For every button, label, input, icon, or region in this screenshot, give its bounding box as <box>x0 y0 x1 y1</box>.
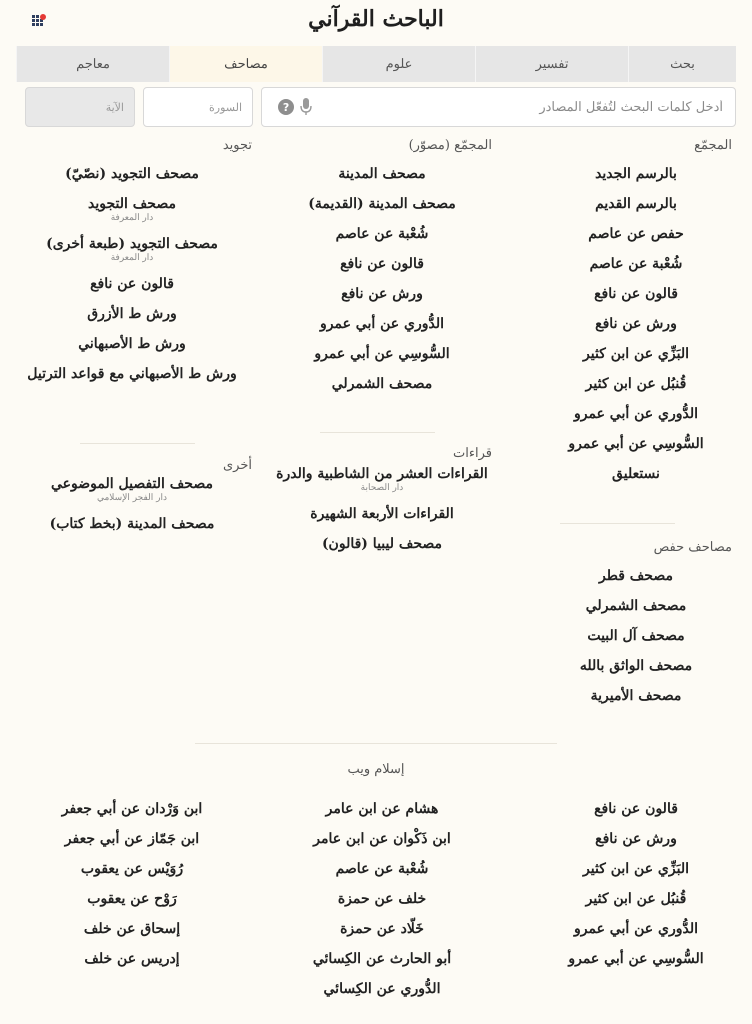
list-item[interactable]: شُعْبة عن عاصم <box>589 256 683 272</box>
list-item[interactable]: مصحف المدينة (بخط كتاب) <box>49 516 215 532</box>
divider <box>320 432 435 433</box>
list-item[interactable]: أبو الحارث عن الكِسائي <box>312 951 452 967</box>
list-item[interactable]: القراءات العشر من الشاطبية والدرة <box>276 466 488 482</box>
list-item[interactable]: مصحف الشمرلي <box>331 376 433 392</box>
list-item[interactable]: ورش ط الأزرق <box>87 306 177 322</box>
section-title: أخرى <box>223 458 252 473</box>
section-masahif-hafs <box>500 540 732 711</box>
divider <box>195 743 557 744</box>
list-item[interactable]: البَزِّي عن ابن كثير <box>583 861 689 877</box>
item-list <box>252 794 492 1004</box>
list-item[interactable]: رَوْح عن يعقوب <box>87 891 177 907</box>
tab-tafsir[interactable]: تفسير <box>475 46 628 82</box>
section-title: تجويد <box>222 138 252 153</box>
help-icon[interactable]: ? <box>278 99 294 115</box>
tab-uloom[interactable]: علوم <box>322 46 475 82</box>
app-title: الباحث القرآني <box>308 6 444 32</box>
list-item[interactable]: ورش ط الأصبهاني <box>78 336 186 352</box>
item-list <box>252 459 492 559</box>
list-item[interactable]: السُّوسِي عن أبي عمرو <box>568 951 704 967</box>
tab-masahif[interactable]: مصاحف <box>169 46 322 82</box>
islamweb-column-1 <box>500 794 732 974</box>
publisher-label: دار المعرفة <box>110 253 154 263</box>
section-title: مصاحف حفص <box>653 540 732 555</box>
list-item[interactable]: قُنبُل عن ابن كثير <box>585 891 687 907</box>
list-item[interactable]: قالون عن نافع <box>594 801 678 817</box>
list-item[interactable]: مصحف المدينة <box>338 166 426 182</box>
list-item[interactable]: الدُّوري عن أبي عمرو <box>573 921 698 937</box>
list-item[interactable]: قالون عن نافع <box>340 256 424 272</box>
list-item[interactable]: ورش عن نافع <box>341 286 423 302</box>
list-item[interactable]: بالرسم القديم <box>595 196 677 212</box>
list-item[interactable]: الدُّوري عن أبي عمرو <box>573 406 698 422</box>
microphone-icon[interactable] <box>300 98 312 116</box>
section-mujamma-musawwar <box>252 138 492 399</box>
list-item[interactable]: مصحف التجويد (طبعة أخرى) <box>46 236 218 252</box>
list-item[interactable]: مصحف آل البيت <box>587 628 685 644</box>
item-list <box>2 469 252 539</box>
list-item[interactable]: شُعْبة عن عاصم <box>335 226 429 242</box>
islamweb-column-3 <box>2 794 252 974</box>
tab-search[interactable]: بحث <box>628 46 736 82</box>
publisher-label: دار الفجر الإسلامي <box>96 493 167 503</box>
publisher-label: دار المعرفة <box>110 213 154 223</box>
item-list <box>252 159 492 399</box>
tab-maajim[interactable]: معاجم <box>16 46 169 82</box>
list-item[interactable]: قالون عن نافع <box>594 286 678 302</box>
search-row <box>25 87 736 127</box>
list-item[interactable]: ورش عن نافع <box>595 831 677 847</box>
main-tabs <box>16 46 736 82</box>
list-item[interactable]: ابن ذَكْوان عن ابن عامر <box>313 831 451 847</box>
list-item[interactable]: شُعْبة عن عاصم <box>335 861 429 877</box>
list-item[interactable]: السُّوسِي عن أبي عمرو <box>314 346 450 362</box>
divider <box>80 443 195 444</box>
publisher-label: دار الصحابة <box>360 483 404 493</box>
item-list <box>2 794 252 974</box>
surah-input[interactable] <box>154 101 242 114</box>
list-item[interactable]: ورش ط الأصبهاني مع قواعد الترتيل <box>27 366 237 382</box>
list-item[interactable]: خلف عن حمزة <box>337 891 427 907</box>
search-box <box>261 87 736 127</box>
header <box>0 0 752 44</box>
search-input[interactable] <box>312 100 723 115</box>
list-item[interactable]: خَلّاد عن حمزة <box>340 921 424 937</box>
divider <box>560 523 675 524</box>
section-ukhra <box>2 458 252 539</box>
section-title: المجمّع <box>694 138 732 153</box>
section-qiraat <box>252 446 492 559</box>
list-item[interactable]: البَزِّي عن ابن كثير <box>583 346 689 362</box>
item-list <box>2 159 252 389</box>
list-item[interactable]: ابن وَرْدان عن أبي جعفر <box>61 801 203 817</box>
list-item[interactable]: هشام عن ابن عامر <box>325 801 439 817</box>
list-item[interactable]: السُّوسِي عن أبي عمرو <box>568 436 704 452</box>
section-title-islamweb: إسلام ويب <box>347 762 405 777</box>
notification-dot <box>40 14 46 20</box>
item-list <box>500 159 732 489</box>
list-item[interactable]: إدريس عن خلف <box>84 951 180 967</box>
apps-grid-icon[interactable] <box>32 14 48 26</box>
ayah-input[interactable] <box>36 101 124 114</box>
islamweb-column-2 <box>252 794 492 1004</box>
section-mujamma <box>500 138 732 489</box>
ayah-field-box <box>25 87 135 127</box>
list-item[interactable]: مصحف الواثق بالله <box>579 658 693 674</box>
section-title: المجمّع (مصوّر) <box>408 138 492 153</box>
list-item[interactable]: بالرسم الجديد <box>595 166 677 182</box>
list-item[interactable]: مصحف الأميرية <box>590 688 682 704</box>
list-item[interactable]: نستعليق <box>612 466 660 482</box>
section-title: قراءات <box>453 446 492 461</box>
section-tajweed <box>2 138 252 389</box>
list-item[interactable]: مصحف المدينة (القديمة) <box>308 196 456 212</box>
list-item[interactable]: مصحف التجويد (نصّيّ) <box>65 166 199 182</box>
list-item[interactable]: الدُّوري عن أبي عمرو <box>319 316 444 332</box>
list-item[interactable]: إسحاق عن خلف <box>83 921 181 937</box>
item-list <box>500 561 732 711</box>
surah-field-box <box>143 87 253 127</box>
list-item[interactable]: مصحف التفصيل الموضوعي <box>51 476 213 492</box>
list-item[interactable]: حفص عن عاصم <box>588 226 684 242</box>
list-item[interactable]: ورش عن نافع <box>595 316 677 332</box>
list-item[interactable]: مصحف ليبيا (قالون) <box>321 536 443 552</box>
list-item[interactable]: ابن جَمّاز عن أبي جعفر <box>64 831 200 847</box>
list-item[interactable]: مصحف قطر <box>599 568 673 584</box>
list-item[interactable]: الدُّوري عن الكِسائي <box>323 981 441 997</box>
list-item[interactable]: مصحف التجويد <box>88 196 176 212</box>
item-list <box>500 794 732 974</box>
list-item[interactable]: مصحف الشمرلي <box>585 598 687 614</box>
list-item[interactable]: قُنبُل عن ابن كثير <box>585 376 687 392</box>
list-item[interactable]: رُوَيْس عن يعقوب <box>80 861 184 877</box>
list-item[interactable]: قالون عن نافع <box>90 276 174 292</box>
list-item[interactable]: القراءات الأربعة الشهيرة <box>310 506 454 522</box>
